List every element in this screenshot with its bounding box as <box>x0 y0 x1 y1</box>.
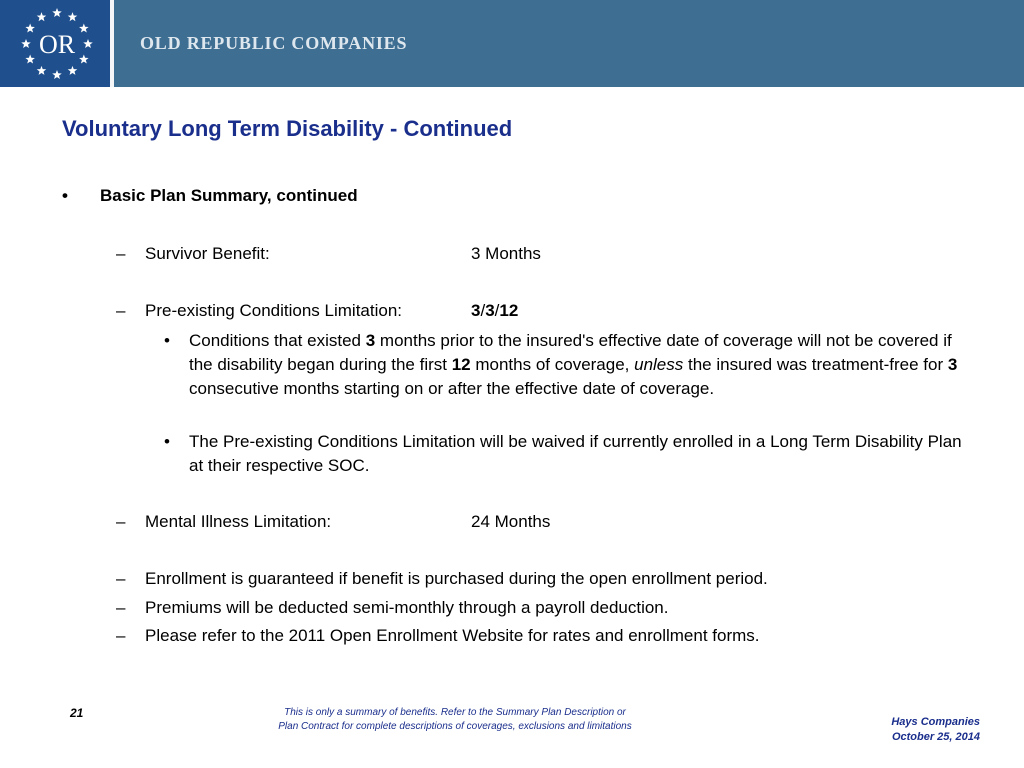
dash-marker: – <box>116 244 126 263</box>
detail-text-part: consecutive months starting on or after the effective date of coverage. <box>189 379 715 398</box>
preexisting-label: Pre-existing Conditions Limitation: <box>145 301 403 320</box>
detail-text-part: Conditions that existed <box>189 331 366 350</box>
heading-text: Basic Plan Summary, continued <box>100 186 358 205</box>
logo-star-icon <box>25 55 35 64</box>
detail-bold-number: 3 <box>947 355 958 374</box>
preexisting-sep: / <box>480 301 486 320</box>
logo-star-icon <box>79 55 89 64</box>
detail-text-part: months of coverage, <box>470 355 635 374</box>
note-text: Premiums will be deducted semi-monthly through a payroll deduction. <box>145 598 669 617</box>
detail-italic-word: unless <box>634 355 684 374</box>
preexisting-value-b: 3 <box>485 301 495 320</box>
old-republic-star-ring-logo-icon <box>0 0 114 87</box>
sub-bullet: • <box>164 432 170 451</box>
logo-star-icon <box>37 66 47 75</box>
footer-disclaimer-line: This is only a summary of benefits. Refer to the Summary Plan Description or <box>284 707 626 718</box>
logo-star-icon <box>68 66 78 75</box>
sub-bullet: • <box>164 331 170 350</box>
preexisting-value <box>471 301 518 321</box>
page-title: Voluntary Long Term Disability - Continued <box>62 116 513 141</box>
company-logo <box>0 0 114 87</box>
page-number: 21 <box>70 706 84 720</box>
footer-company: Hays Companies <box>891 716 980 728</box>
survivor-benefit-value: 3 Months <box>471 244 541 263</box>
logo-star-icon <box>37 12 47 21</box>
preexisting-detail-1 <box>164 329 974 401</box>
mental-illness-label: Mental Illness Limitation: <box>145 512 332 531</box>
mental-illness-value: 24 Months <box>471 512 551 531</box>
logo-star-icon <box>68 12 78 21</box>
dash-marker: – <box>116 569 126 588</box>
dash-marker: – <box>116 598 126 617</box>
dash-marker: – <box>116 626 126 645</box>
detail-text-part: months prior to the insured's effective date of coverage will not be covered if the disability began during the first <box>189 331 952 374</box>
footer-company-date <box>891 715 980 745</box>
logo-star-icon <box>83 39 93 48</box>
detail-bold-number: 12 <box>451 355 471 374</box>
survivor-benefit-label: Survivor Benefit: <box>145 244 270 263</box>
company-name: OLD REPUBLIC COMPANIES <box>140 33 408 53</box>
footer-disclaimer <box>230 706 680 734</box>
logo-star-icon <box>79 24 89 33</box>
detail-text <box>189 329 974 401</box>
dash-marker: – <box>116 301 126 320</box>
preexisting-value-a: 3 <box>471 301 481 320</box>
detail-text: The Pre-existing Conditions Limitation will be waived if currently enrolled in a Long Term Disability Plan at their respective SOC. <box>189 432 962 475</box>
preexisting-detail-2 <box>164 430 974 478</box>
detail-bold-number: 3 <box>365 331 376 350</box>
logo-star-icon <box>25 24 35 33</box>
logo-star-icon <box>52 8 62 17</box>
dash-marker: – <box>116 512 126 531</box>
detail-text-part: the insured was treatment-free for <box>683 355 948 374</box>
heading-bullet: • <box>62 186 68 205</box>
logo-star-icon <box>52 70 62 79</box>
logo-star-icon <box>21 39 31 48</box>
preexisting-sep: / <box>494 301 500 320</box>
logo-monogram: OR <box>38 30 76 59</box>
note-text: Enrollment is guaranteed if benefit is purchased during the open enrollment period. <box>145 569 768 588</box>
slide-header <box>0 0 1024 87</box>
note-text: Please refer to the 2011 Open Enrollment Website for rates and enrollment forms. <box>145 626 760 645</box>
preexisting-value-c: 12 <box>499 301 519 320</box>
footer-disclaimer-line: Plan Contract for complete descriptions of coverages, exclusions and limitations <box>278 721 632 732</box>
footer-date: October 25, 2014 <box>891 731 980 743</box>
